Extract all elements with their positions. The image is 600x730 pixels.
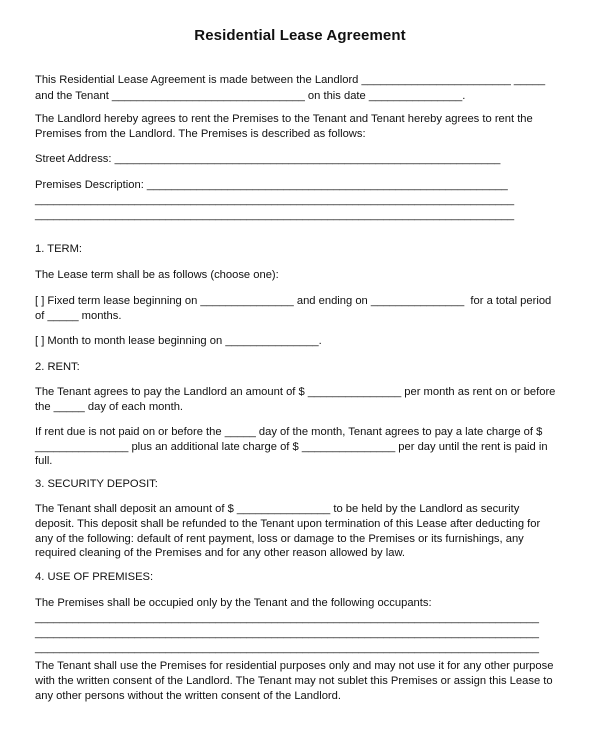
document-title: Residential Lease Agreement: [194, 27, 406, 44]
premises-agreement-line-1: The Landlord hereby agrees to rent the Premises to the Tenant and Tenant hereby agrees to rent the: [35, 113, 533, 125]
residential-use-line-2: with the written consent of the Landlord. The Tenant may not sublet this Premises or assign this Lease to: [35, 675, 553, 687]
month-to-month-option-line: [ ] Month to month lease beginning on _______________.: [35, 335, 322, 347]
section-heading-use-of-premises: 4. USE OF PREMISES:: [35, 571, 154, 583]
fixed-term-option-line-1: [ ] Fixed term lease beginning on _______________ and ending on _______________ for a total period: [35, 295, 552, 307]
section-heading-term: 1. TERM:: [35, 243, 83, 255]
late-charge-line-1: If rent due is not paid on or before the _____ day of the month, Tenant agrees to pay a late charge of $: [35, 426, 543, 438]
blank-line: _____________________________________________________________________________: [35, 209, 515, 221]
blank-line: _____________________________________________________________________________: [35, 194, 515, 206]
premises-agreement-line-2: Premises from the Landlord. The Premises is described as follows:: [35, 128, 366, 140]
security-deposit-line-2: deposit. This deposit shall be refunded to the Tenant upon termination of this Lease after deducting for: [35, 518, 541, 530]
occupants-intro-line: The Premises shall be occupied only by the Tenant and the following occupants:: [35, 597, 432, 609]
premises-description-line: Premises Description: __________________________________________________________: [35, 179, 508, 191]
late-charge-line-2: _______________ plus an additional late charge of $ _______________ per day until the rent is paid in: [35, 441, 548, 453]
rent-amount-line-1: The Tenant agrees to pay the Landlord an amount of $ _______________ per month as rent on or before: [35, 386, 556, 398]
late-charge-line-3: full.: [35, 455, 53, 467]
occupant-blank-line: _________________________________________________________________________________: [35, 642, 539, 654]
rent-amount-line-2: the _____ day of each month.: [35, 401, 184, 413]
security-deposit-line-3: any of the following: default of rent payment, loss or damage to the Premises or its furnishings, any: [35, 533, 524, 545]
street-address-line: Street Address: ______________________________________________________________: [35, 153, 501, 165]
security-deposit-line-4: required cleaning of the Premises and for any other reason allowed by law.: [35, 547, 406, 559]
intro-tenant-line: and the Tenant _______________________________ on this date _______________.: [35, 90, 466, 102]
residential-use-line-1: The Tenant shall use the Premises for residential purposes only and may not use it for any other purpose: [35, 660, 554, 672]
section-heading-security-deposit: 3. SECURITY DEPOSIT:: [35, 478, 158, 490]
term-intro-line: The Lease term shall be as follows (choose one):: [35, 269, 279, 281]
security-deposit-line-1: The Tenant shall deposit an amount of $ _______________ to be held by the Landlord as security: [35, 503, 520, 515]
intro-landlord-line: This Residential Lease Agreement is made between the Landlord ________________________ _____: [35, 74, 546, 86]
occupant-blank-line: _________________________________________________________________________________: [35, 612, 539, 624]
occupant-blank-line: _________________________________________________________________________________: [35, 627, 539, 639]
section-heading-rent: 2. RENT:: [35, 361, 80, 373]
residential-use-line-3: any other persons without the written consent of the Landlord.: [35, 690, 341, 702]
fixed-term-option-line-2: of _____ months.: [35, 310, 122, 322]
